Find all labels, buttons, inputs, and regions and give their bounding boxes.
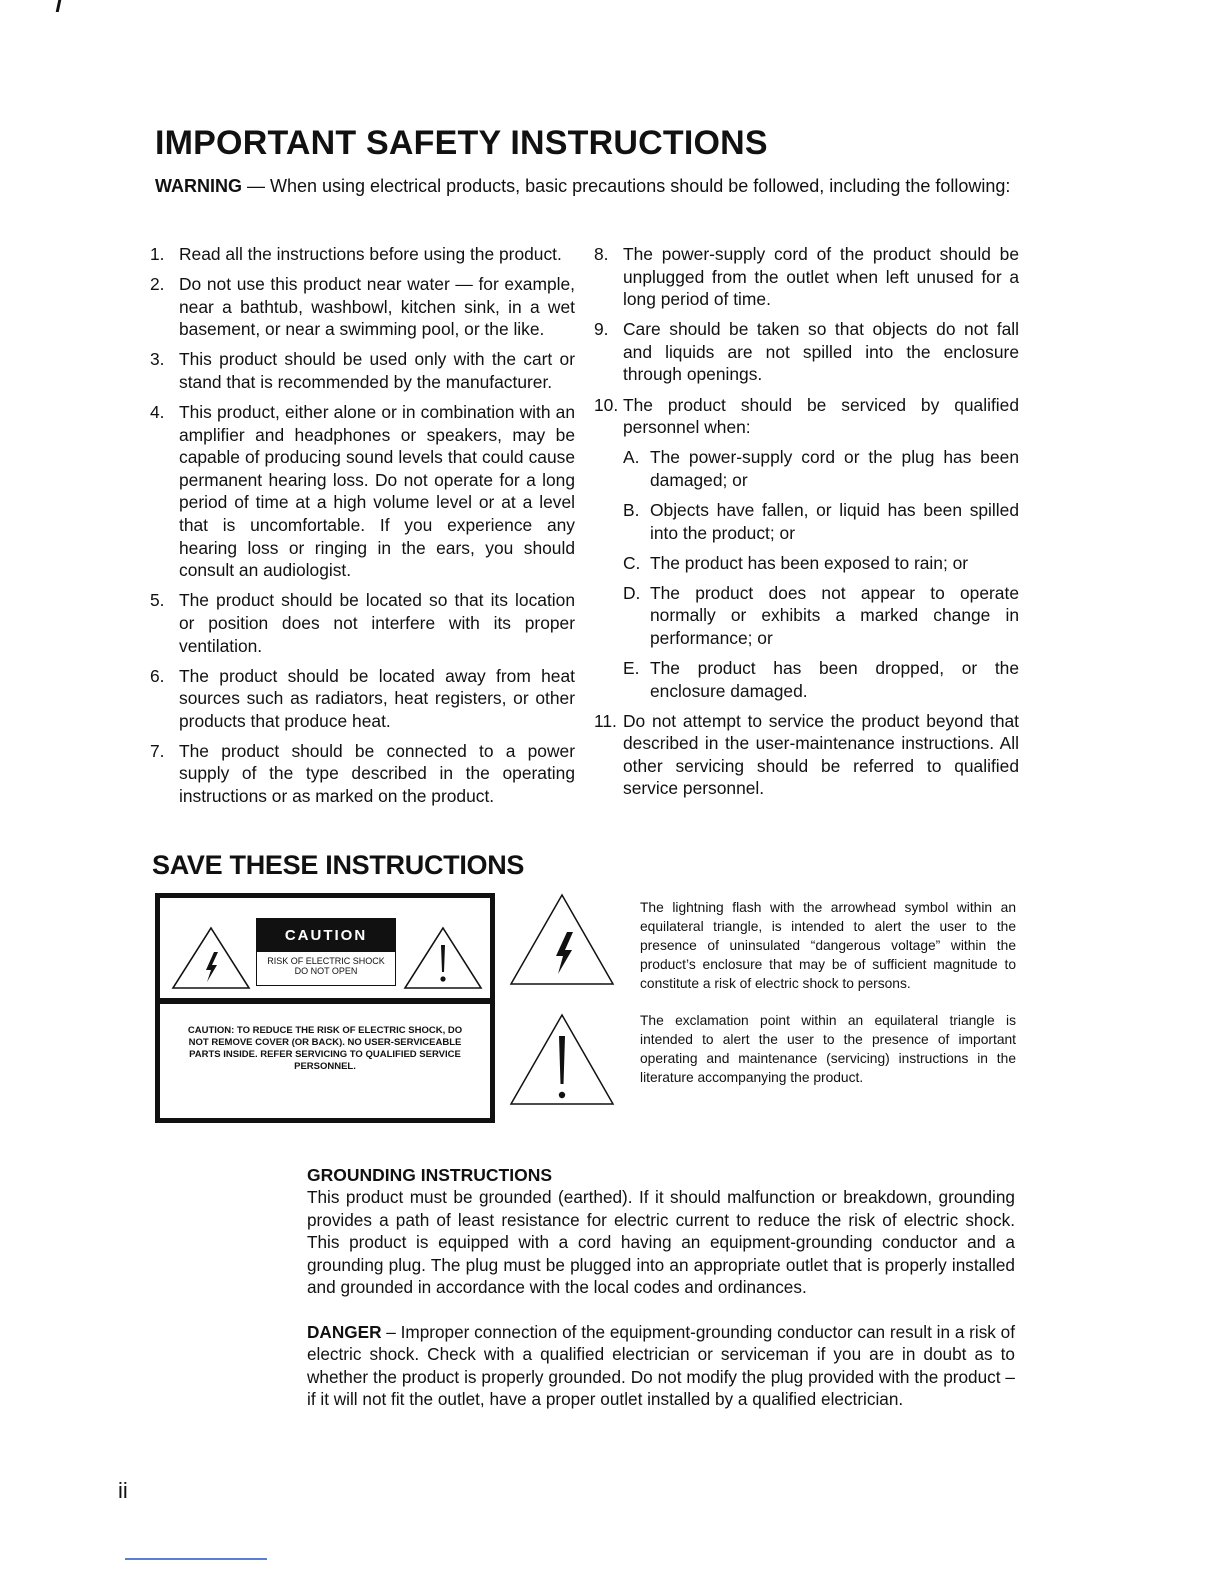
caution-label-box xyxy=(155,893,495,1123)
item-text: Read all the instructions before using the product. xyxy=(179,244,562,264)
sub-list-item xyxy=(594,552,1019,575)
item-text: The product should be located so that its location or position does not interfere with its proper ventilation. xyxy=(179,590,575,656)
exclamation-triangle-icon xyxy=(508,1012,616,1108)
grounding-text: This product must be grounded (earthed). If it should malfunction or breakdown, grounding provides a path of least resistance for electric current to reduce the risk of electric shock. This product is equipped with a cord having an equipment-grounding conductor and a grounding plug. The plug must be plugged into an appropriate outlet that is properly installed and grounded in accordance with the local codes and ordinances. xyxy=(307,1187,1015,1298)
warning-text: — When using electrical products, basic precautions should be followed, including the following: xyxy=(242,176,1011,196)
scan-mark xyxy=(56,0,62,12)
item-number: 1. xyxy=(150,244,165,264)
sub-item-letter: E. xyxy=(623,658,640,678)
grounding-heading: GROUNDING INSTRUCTIONS xyxy=(307,1165,552,1185)
list-item xyxy=(594,394,1019,439)
sub-list-item xyxy=(594,499,1019,544)
item-number: 2. xyxy=(150,274,165,295)
sub-item-text: The power-supply cord or the plug has been damaged; or xyxy=(650,447,1019,490)
list-item xyxy=(150,665,575,733)
sub-item-letter: A. xyxy=(623,447,640,468)
item-number: 9. xyxy=(594,319,609,340)
lightning-symbol-description: The lightning flash with the arrowhead symbol within an equilateral triangle, is intended to alert the user to the presence of uninsulated “dangerous voltage” within the product’s enclosure that may be of sufficient magnitude to constitute a risk of electric shock to persons. xyxy=(640,900,1016,991)
warning-label: WARNING xyxy=(155,176,242,196)
item-text: Do not attempt to service the product beyond that described in the user-maintenance instructions. All other servicing should be referred to qualified service personnel. xyxy=(623,710,1019,799)
sub-item-text: The product does not appear to operate normally or exhibits a marked change in performance; or xyxy=(650,582,1019,648)
exclamation-warning-icon xyxy=(402,925,484,991)
list-item xyxy=(150,348,575,393)
caution-notice: CAUTION: TO REDUCE THE RISK OF ELECTRIC SHOCK, DO NOT REMOVE COVER (OR BACK). NO USER-SERVICEABLE PARTS INSIDE. REFER SERVICING TO QUALIFIED SERVICE PERSONNEL. xyxy=(187,1025,463,1072)
item-number: 6. xyxy=(150,665,165,686)
sub-item-letter: B. xyxy=(623,499,640,520)
item-number: 5. xyxy=(150,590,165,611)
sub-item-text: The product has been exposed to rain; or xyxy=(650,552,969,573)
item-text: The product should be connected to a power supply of the type described in the operating instructions or as marked on the product. xyxy=(179,740,575,807)
danger-text: – Improper connection of the equipment-grounding conductor can result in a risk of electric shock. Check with a qualified electrician or serviceman if you are in doubt as to whether the product is properly grounded. Do not modify the plug provided with the product – if it will not fit the outlet, have a proper outlet installed by a qualified electrician. xyxy=(307,1322,1015,1410)
list-item xyxy=(150,243,575,266)
sub-item-letter: D. xyxy=(623,582,641,603)
sub-list-item xyxy=(594,657,1019,702)
instructions-left-column xyxy=(150,243,575,815)
item-number: 7. xyxy=(150,740,165,761)
list-item xyxy=(594,243,1019,311)
warning-line xyxy=(155,176,1010,197)
item-text: Do not use this product near water — for example, near a bathtub, washbowl, kitchen sink, in a wet basement, or near a swimming pool, or the like. xyxy=(179,274,575,340)
list-item xyxy=(594,318,1019,386)
sub-item-letter: C. xyxy=(623,552,641,573)
caution-sticker-line: RISK OF ELECTRIC SHOCK xyxy=(267,956,385,966)
sub-list-item xyxy=(594,446,1019,491)
grounding-section xyxy=(307,1164,1015,1298)
item-number: 8. xyxy=(594,244,609,264)
item-number: 3. xyxy=(150,349,165,370)
item-text: The product should be serviced by qualified personnel when: xyxy=(623,394,1019,438)
item-text: This product should be used only with the cart or stand that is recommended by the manufacturer. xyxy=(179,349,575,392)
item-number: 4. xyxy=(150,402,165,423)
danger-paragraph xyxy=(307,1321,1015,1411)
list-item xyxy=(150,401,575,582)
item-number: 11. xyxy=(594,710,617,731)
list-item xyxy=(150,589,575,657)
item-text: The power-supply cord of the product should be unplugged from the outlet when left unused for a long period of time. xyxy=(623,244,1019,310)
caution-sticker xyxy=(256,918,396,986)
list-item xyxy=(150,273,575,341)
lightning-triangle-icon xyxy=(508,892,616,988)
list-item xyxy=(594,710,1019,800)
bottom-rule xyxy=(125,1558,267,1560)
list-item xyxy=(150,740,575,808)
item-text: The product should be located away from heat sources such as radiators, heat registers, or other products that produce heat. xyxy=(179,665,575,731)
item-number: 10. xyxy=(594,394,619,415)
caution-box-divider xyxy=(160,998,490,1004)
exclamation-symbol-description: The exclamation point within an equilateral triangle is intended to alert the user to the presence of important operating and maintenance (servicing) instructions in the literature accompanying the product. xyxy=(640,1013,1016,1085)
instructions-right-column xyxy=(594,243,1019,808)
page-title: IMPORTANT SAFETY INSTRUCTIONS xyxy=(155,124,768,162)
sub-list-item xyxy=(594,582,1019,650)
caution-sticker-line: DO NOT OPEN xyxy=(294,966,358,976)
save-instructions-heading: SAVE THESE INSTRUCTIONS xyxy=(152,850,525,880)
danger-label: DANGER xyxy=(307,1322,382,1342)
lightning-warning-icon xyxy=(170,925,252,991)
item-text: Care should be taken so that objects do not fall and liquids are not spilled into the enclosure through openings. xyxy=(623,319,1019,385)
sub-item-text: The product has been dropped, or the enclosure damaged. xyxy=(650,658,1019,701)
item-text: This product, either alone or in combination with an amplifier and headphones or speakers, may be capable of producing sound levels that could cause permanent hearing loss. Do not operate for a long period of time at a high volume level or at a level that is uncomfortable. If you experience any hearing loss or ringing in the ears, you should consult an audiologist. xyxy=(179,402,575,581)
caution-sticker-title: CAUTION xyxy=(257,919,395,952)
sub-item-text: Objects have fallen, or liquid has been spilled into the product; or xyxy=(650,499,1019,543)
caution-sticker-subtext xyxy=(257,952,395,976)
page-number: ii xyxy=(118,1478,128,1503)
